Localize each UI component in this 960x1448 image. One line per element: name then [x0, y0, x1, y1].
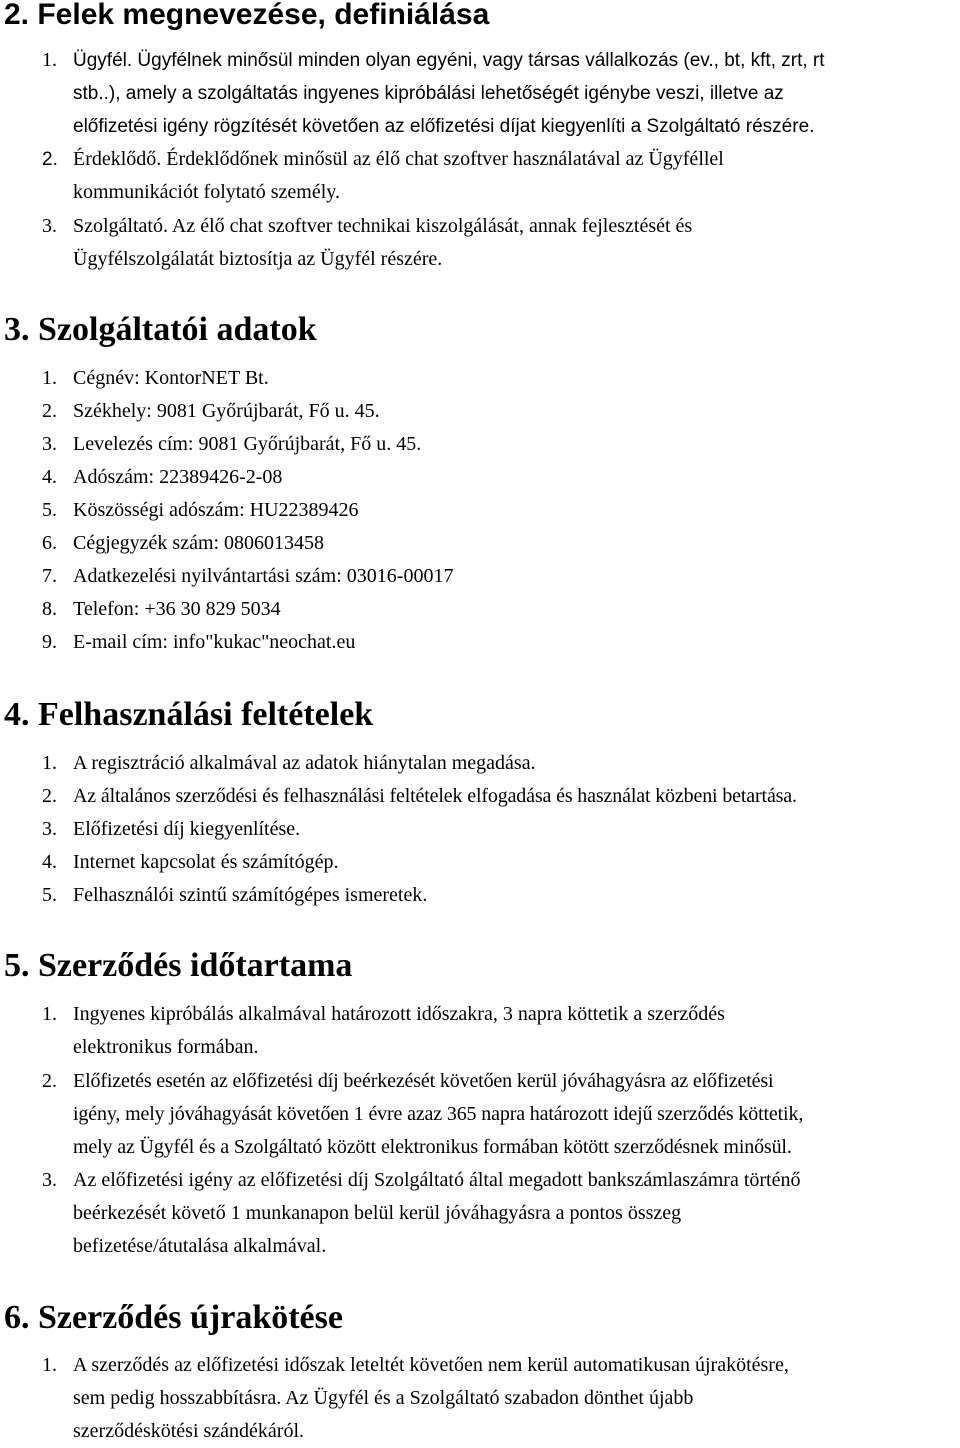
s6-item-1-line-3: szerződéskötési szándékáról.	[73, 1420, 305, 1442]
s3-item-7-text: Adatkezelési nyilvántartási szám: 03016-00017	[73, 565, 454, 587]
s3-item-2-text: Székhely: 9081 Győrújbarát, Fő u. 45.	[73, 400, 380, 422]
s4-item-4-number: 4.	[42, 851, 57, 873]
s5-item-3-line-2: beérkezését követő 1 munkanapon belül kerül jóváhagyásra a pontos összeg	[73, 1202, 682, 1224]
s3-item-1-text: Cégnév: KontorNET Bt.	[73, 367, 269, 389]
s2-item-1-line-3: előfizetési igény rögzítését követően az előfizetési díjat kiegyenlíti a Szolgáltató részére.	[73, 116, 815, 137]
s3-item-3-number: 3.	[42, 433, 57, 455]
s2-item-2-line-1: Érdeklődő. Érdeklődőnek minősül az élő chat szoftver használatával az Ügyféllel	[73, 148, 724, 170]
section-4-heading: 4. Felhasználási feltételek	[4, 696, 374, 733]
s5-item-1-line-1: Ingyenes kipróbálás alkalmával határozott időszakra, 3 napra köttetik a szerződés	[73, 1003, 725, 1025]
s3-item-5-number: 5.	[42, 499, 57, 521]
s4-item-3-number: 3.	[42, 818, 57, 840]
s4-item-2-number: 2.	[42, 785, 57, 807]
s5-item-3-line-1: Az előfizetési igény az előfizetési díj Szolgáltató által megadott bankszámlaszámra történő	[73, 1169, 801, 1191]
section-2-heading: 2. Felek megnevezése, definiálása	[4, 0, 490, 31]
s6-item-1-text	[73, 1349, 958, 1448]
s2-item-1-text	[73, 44, 958, 143]
s3-item-4-number: 4.	[42, 466, 57, 488]
s3-item-2-number: 2.	[42, 400, 57, 422]
s3-item-1-number: 1.	[42, 367, 57, 389]
s5-item-1-line-2: elektronikus formában.	[73, 1036, 259, 1058]
s5-item-1-text	[73, 998, 958, 1064]
s6-item-1-line-1: A szerződés az előfizetési időszak leteltét követően nem kerül automatikusan újrakötésre,	[73, 1354, 789, 1376]
s2-item-2-number: 2.	[42, 149, 58, 170]
s4-item-3-text: Előfizetési díj kiegyenlítése.	[73, 818, 301, 840]
s5-item-2-line-1: Előfizetés esetén az előfizetési díj beérkezését követően kerül jóváhagyásra az előfizetési	[73, 1070, 774, 1092]
s3-item-6-text: Cégjegyzék szám: 0806013458	[73, 532, 325, 554]
s5-item-2-line-3: mely az Ügyfél és a Szolgáltató között elektronikus formában kötött szerződésnek minősül.	[73, 1136, 792, 1158]
s5-item-3-line-3: befizetése/átutalása alkalmával.	[73, 1235, 327, 1257]
s4-item-1-text: A regisztráció alkalmával az adatok hiánytalan megadása.	[73, 752, 536, 774]
s4-item-1-number: 1.	[42, 752, 57, 774]
s3-item-5-text: Köszösségi adószám: HU22389426	[73, 499, 359, 521]
s2-item-3-text	[73, 210, 958, 276]
s4-item-5-text: Felhasználói szintű számítógépes ismeretek.	[73, 884, 428, 906]
s3-item-9-text: E-mail cím: info"kukac"neochat.eu	[73, 631, 356, 653]
s2-item-3-number: 3.	[42, 215, 57, 237]
s5-item-3-text	[73, 1164, 958, 1263]
s3-item-4-text: Adószám: 22389426-2-08	[73, 466, 283, 488]
s5-item-1-number: 1.	[42, 1003, 57, 1025]
section-6-heading: 6. Szerződés újrakötése	[4, 1299, 343, 1336]
s3-item-3-text: Levelezés cím: 9081 Győrújbarát, Fő u. 45.	[73, 433, 422, 455]
s3-item-7-number: 7.	[42, 565, 57, 587]
s2-item-3-line-2: Ügyfélszolgálatát biztosítja az Ügyfél részére.	[73, 248, 443, 270]
s3-item-9-number: 9.	[42, 631, 57, 653]
s6-item-1-line-2: sem pedig hosszabbításra. Az Ügyfél és a Szolgáltató szabadon dönthet újabb	[73, 1387, 694, 1409]
s2-item-2-text	[73, 143, 958, 209]
s2-item-1-line-1: Ügyfél. Ügyfélnek minősül minden olyan egyéni, vagy társas vállalkozás (ev., bt, kft, zrt, rt	[73, 50, 825, 71]
s3-item-8-number: 8.	[42, 598, 57, 620]
s3-item-8-text: Telefon: +36 30 829 5034	[73, 598, 281, 620]
s5-item-3-number: 3.	[42, 1169, 57, 1191]
s6-item-1-number: 1.	[42, 1354, 57, 1376]
s2-item-3-line-1: Szolgáltató. Az élő chat szoftver technikai kiszolgálását, annak fejlesztését és	[73, 215, 693, 237]
s5-item-2-text	[73, 1065, 958, 1164]
s2-item-1-number: 1.	[42, 49, 57, 71]
s2-item-2-line-2: kommunikációt folytató személy.	[73, 181, 340, 203]
s5-item-2-line-2: igény, mely jóváhagyását követően 1 évre azaz 365 napra határozott idejű szerződés köttetik,	[73, 1103, 804, 1125]
section-3-heading: 3. Szolgáltatói adatok	[4, 311, 317, 348]
s5-item-2-number: 2.	[42, 1070, 57, 1092]
s4-item-4-text: Internet kapcsolat és számítógép.	[73, 851, 339, 873]
section-5-heading: 5. Szerződés időtartama	[4, 947, 353, 984]
s4-item-2-text: Az általános szerződési és felhasználási feltételek elfogadása és használat közbeni betartása.	[73, 785, 797, 807]
s3-item-6-number: 6.	[42, 532, 57, 554]
s4-item-5-number: 5.	[42, 884, 57, 906]
s2-item-1-line-2: stb..), amely a szolgáltatás ingyenes kipróbálási lehetőségét igénybe veszi, illetve az	[73, 83, 784, 104]
